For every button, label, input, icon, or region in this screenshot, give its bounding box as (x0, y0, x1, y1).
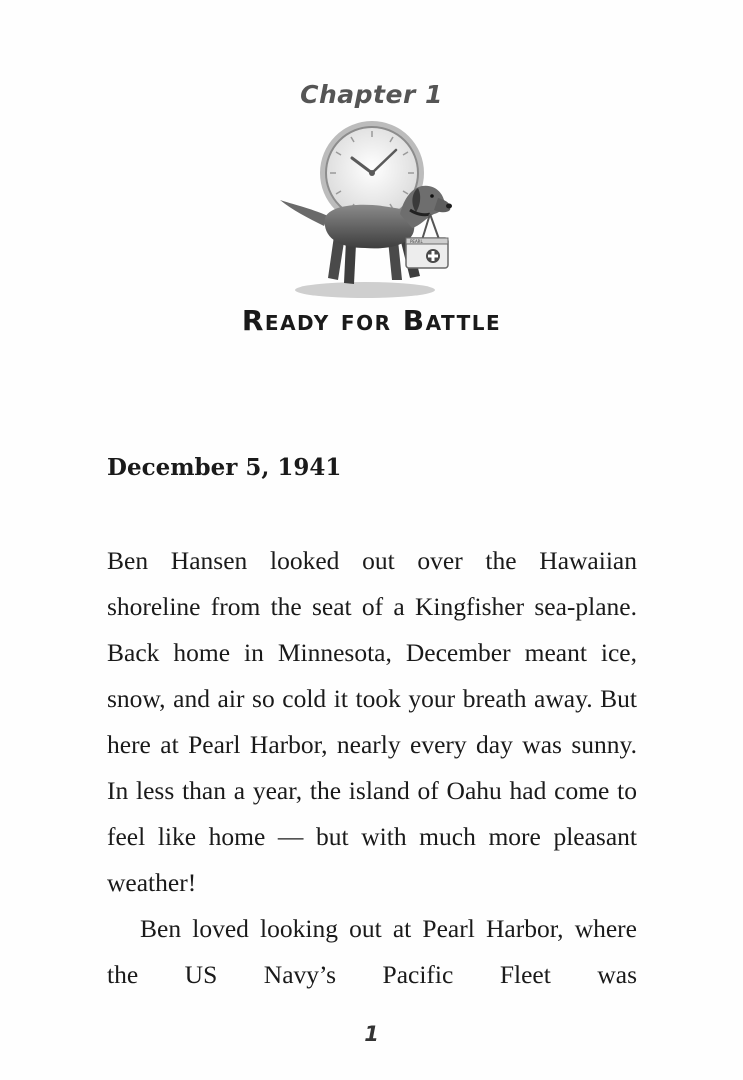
chapter-illustration (270, 118, 470, 303)
paragraph: Ben Hansen looked out over the Hawaiian shoreline from the seat of a Kingfisher sea-plane. Back home in Minnesota, December meant ice, snow, and air so cold it took your breath away. But here at Pearl Harbor, nearly every day was sunny. In less than a year, the island of Oahu had come to feel like home — but with much more pleasant weather! (107, 546, 637, 897)
paragraph: Ben loved looking out at Pearl Harbor, where the US Navy’s Pacific Fleet was (107, 914, 637, 989)
body-text (107, 538, 637, 998)
dateline: December 5, 1941 (107, 454, 342, 481)
page-number: 1 (364, 1022, 379, 1046)
chapter-label: Chapter 1 (300, 80, 443, 109)
chapter-title: Ready for Battle (241, 304, 502, 337)
ground-shadow (295, 282, 435, 298)
kit-label: PEARL (410, 239, 423, 244)
